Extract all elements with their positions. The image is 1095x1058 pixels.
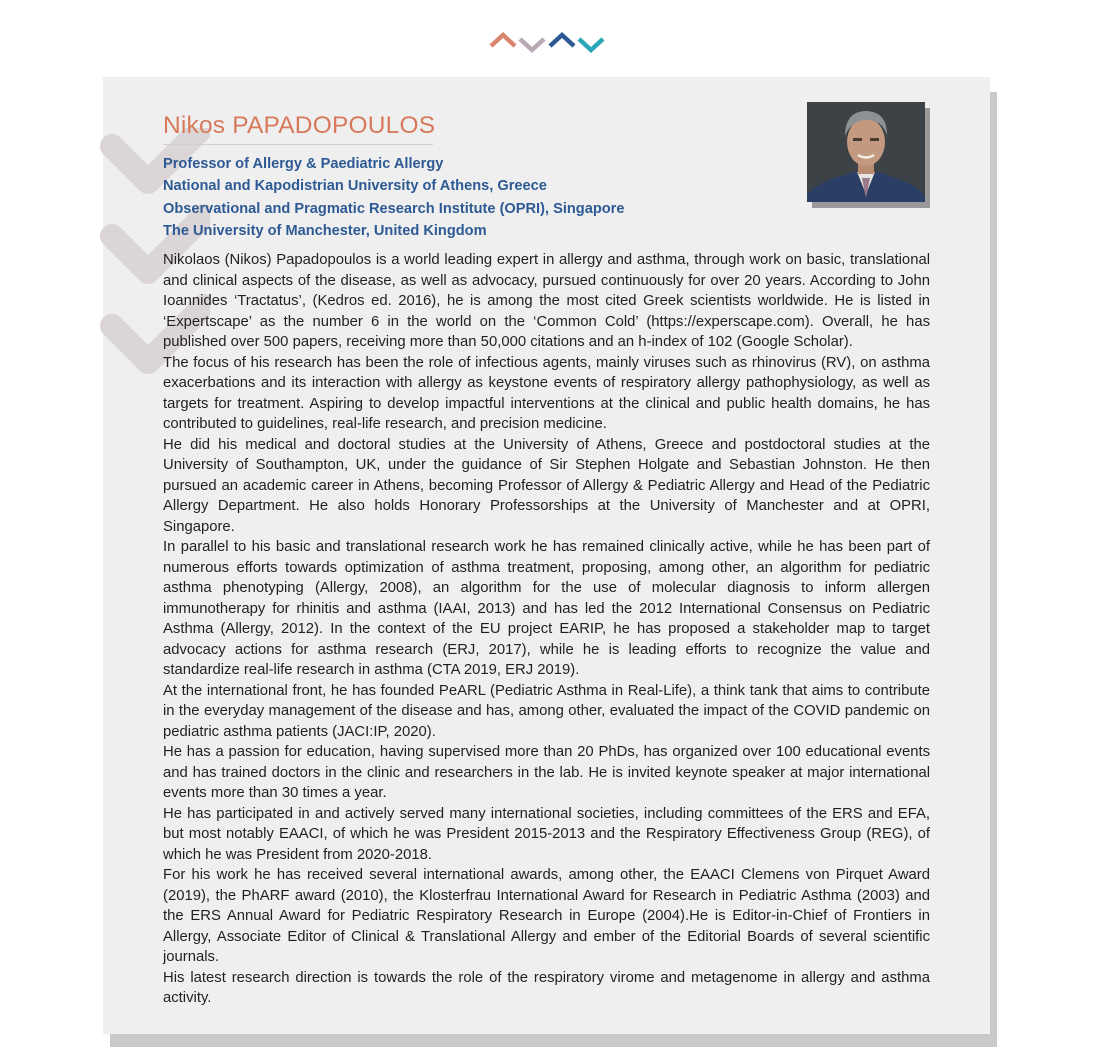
chevron-down-teal-icon bbox=[579, 39, 603, 50]
chevron-down-mauve-icon bbox=[520, 39, 544, 50]
bio-paragraph-overview: Nikolaos (Nikos) Papadopoulos is a world leading expert in allergy and asthma, through work on basic, translational and clinical aspects of the disease, as well as advocacy, pursued continuously for over 20 years. According to John Ioannides ‘Tractatus’, (Kedros ed. 2016), he is among the most cited Greek scientists worldwide. He is listed in ‘Expertscape’ as the number 6 in the world on the ‘Common Cold’ (https://experscape.com). Overall, he has published over 500 papers, receiving more than 50,000 citations and an h-index of 102 (Google Scholar). bbox=[163, 252, 930, 350]
bio-paragraph-teaching: He has a passion for education, having supervised more than 20 PhDs, has organized over 100 educational events and has trained doctors in the clinic and researchers in the lab. He is invited keynote speaker at major international events more than 30 times a year. bbox=[163, 744, 930, 801]
person-name: Nikos PAPADOPOULOS bbox=[163, 112, 436, 139]
name-underline-divider bbox=[163, 144, 433, 145]
bio-paragraph-research-focus: The focus of his research has been the role of infectious agents, mainly viruses such as rhinovirus (RV), on asthma exacerbations and its interaction with allergy as keystone events of respiratory allergy pathophysiology, as well as targets for treatment. Aspiring to develop impactful interventions at the clinical and public health domains, he has contributed to guidelines, real-life research, and precision medicine. bbox=[163, 354, 930, 432]
bio-paragraph-international: At the international front, he has founded PeARL (Pediatric Asthma in Real-Life), a think tank that aims to contribute in the everyday management of the disease and has, among other, evaluated the impact of the COVID pandemic on pediatric asthma patients (JACI:IP, 2020). bbox=[163, 682, 930, 740]
bio-paragraph-education: He did his medical and doctoral studies at the University of Athens, Greece and postdoctoral studies at the University of Southampton, UK, under the guidance of Sir Stephen Holgate and Sebastian Johnston. He then pursued an academic career in Athens, becoming Professor of Allergy & Pediatric Allergy and Head of the Pediatric Allergy Department. He also holds Honorary Professorships at the University of Manchester and at OPRI, Singapore. bbox=[163, 436, 930, 535]
affiliation-list bbox=[163, 153, 803, 242]
portrait-photo bbox=[807, 102, 925, 202]
affiliation-title: Professor of Allergy & Paediatric Allergy bbox=[163, 156, 444, 172]
bio-paragraph-latest-research: His latest research direction is towards the role of the respiratory virome and metagenome in allergy and asthma activity. bbox=[163, 969, 930, 1006]
affiliation-opri-singapore: Observational and Pragmatic Research Institute (OPRI), Singapore bbox=[163, 200, 625, 217]
chevron-up-salmon-icon bbox=[491, 35, 515, 46]
biography bbox=[163, 250, 930, 1009]
bio-paragraph-societies: He has participated in and actively served many international societies, including committees of the ERS and EFA, but most notably EAACI, of which he was President 2015-2013 and the Respiratory Effectiveness Group (REG), of which he was President from 2020-2018. bbox=[163, 805, 930, 863]
bio-paragraph-awards: For his work he has received several international awards, among other, the EAACI Clemens von Pirquet Award (2019), the PhARF award (2010), the Klosterfrau International Award for Research in Pediatric Asthma (2003) and the ERS Annual Award for Pediatric Respiratory Research in Europe (2004).He is Editor-in-Chief of Frontiers in Allergy, Associate Editor of Clinical & Translational Allergy and ember of the Editorial Boards of several scientific journals. bbox=[163, 867, 930, 965]
decorative-chevrons-icon bbox=[488, 30, 608, 54]
bio-paragraph-clinical-work: In parallel to his basic and translational research work he has remained clinically active, while he has been part of numerous efforts towards optimization of asthma treatment, proposing, among other, an algorithm for pediatric asthma phenotyping (Allergy, 2008), an algorithm for the use of molecular diagnosis to inform allergen immunotherapy for rhinitis and asthma (IAAI, 2013) and has led the 2012 International Consensus on Pediatric Asthma (Allergy, 2012). In the context of the EU project EARIP, he has proposed a stakeholder map to target advocacy actions for asthma research (ERJ, 2017), while he is leading efforts to recognize the value and standardize real-life research in asthma (CTA 2019, ERJ 2019). bbox=[163, 539, 930, 678]
affiliation-university-athens: National and Kapodistrian University of Athens, Greece bbox=[163, 178, 547, 195]
portrait-person-icon bbox=[807, 102, 925, 202]
affiliation-university-manchester: The University of Manchester, United Kingdom bbox=[163, 222, 487, 239]
chevron-up-navy-icon bbox=[550, 35, 574, 46]
